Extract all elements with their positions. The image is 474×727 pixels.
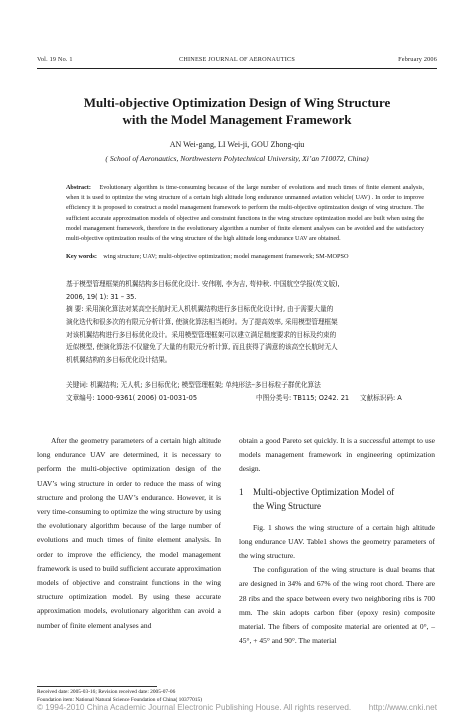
body-paragraph-continuation: obtain a good Pareto set quickly. It is a successful attempt to use models management framework in engineering optimization design. [239, 436, 435, 474]
body-paragraph: Fig. 1 shows the wing structure of a certain high altitude long endurance UAV. Table1 shows the geometry parameters of the wing structure. [239, 522, 435, 561]
affiliation: ( School of Aeronautics, Northwestern Polytechnical University, Xi’an 710072, China) [105, 154, 369, 163]
issue-date: February 2006 [398, 56, 437, 63]
copyright-url[interactable]: http://www.cnki.net [368, 703, 437, 712]
chinese-citation-line-2: 2006, 19( 1): 31 – 35. [66, 292, 137, 301]
body-paragraph: The configuration of the wing structure is dual beams that are designed in 34% and 67% of the wing root chord. There are 28 ribs and the space between every two neighboring ribs is 700 mm. The skin adopts carbon fiber (epoxy resin) composite material. The fibers of composite material are oriented at 0°, – 45°, + 45° and 90°. The material [239, 565, 435, 646]
chinese-abstract [66, 303, 424, 367]
volume-issue: Vol. 19 No. 1 [37, 56, 73, 63]
abstract-text: Evolutionary algorithm is time-consuming because of the large number of evolutions and much times of finite element analysis, when it is used to optimize the wing structure of a certain high altitude long endurance unmanned aviation vehicle( UAV) . In order to improve efficiency it is proposed to construct a model management framework to perform the multi-objective optimization design of wing structure. The sufficient accurate approximation models of objective and constraint functions in the wing structure optimization model are built when using the model management framework, therefore in the evolutionary algorithm a number of finite element analyses can be avoided and the satisfactory multi-objective optimization results of the wing structure of the high altitude long endurance UAV are obtained. [66, 185, 424, 243]
paper-title-line-2: with the Model Management Framework [122, 112, 352, 127]
chinese-keywords: 关键词: 机翼结构; 无人机; 多目标优化; 模型管理框架; 单纯形法–多目标粒子群优化算法 [66, 381, 321, 389]
chinese-abstract-line: 对该机翼结构进行多目标优化设计。采用模型管理框架可以建立满足精度要求的目标及约束的 [66, 330, 337, 339]
chinese-citation [66, 278, 424, 304]
chinese-metadata [66, 392, 424, 405]
keywords-block [66, 252, 424, 262]
section-title-line-2: the Wing Structure [253, 500, 321, 511]
copyright-watermark [37, 703, 437, 715]
body-paragraph: After the geometry parameters of a certain high altitude long endurance UAV are determined, it is necessary to perform the multi-objective optimization design of the UAV’s wing structure in order to reduce the mass of wing structure and prolong the UAV’s endurance. However, it is very time-consuming to optimize the wing structure by using the evolutionary algorithm because of the large number of evolutions and much times of finite element analysis. In order to improve the efficiency, the model management framework is used to build sufficient accurate approximation models of objective and constraint functions in the wing structure optimization model. By using these accurate approximation models, evolutionary algorithm can avoid a number of finite element analyses and [37, 436, 221, 630]
copyright-text: © 1994-2010 China Academic Journal Electronic Publishing House. All rights reserved. [37, 703, 352, 712]
chinese-abstract-line: 演化迭代和很多次的有限元分析计算, 使演化算法相当耗时。为了提高效率, 采用模型管理框架 [66, 317, 338, 326]
chinese-abstract-line: 机机翼结构的多目标优化设计结果。 [66, 356, 172, 365]
section-heading [239, 485, 435, 513]
paper-title-line-1: Multi-objective Optimization Design of Wing Structure [83, 95, 391, 110]
chinese-citation-line-1: 基于模型管理框架的机翼结构多目标优化设计. 安伟刚, 李为吉, 苟仲秋. 中国航空学报(英文版), [66, 280, 340, 288]
journal-name: CHINESE JOURNAL OF AERONAUTICS [179, 56, 295, 63]
foundation-item: Foundation item: National Natural Science Foundation of China( 10377015) [37, 697, 202, 703]
chinese-abstract-line: 摘 要: 采用演化算法对某高空长航时无人机机翼结构进行多目标优化设计时, 由于需要大量的 [66, 305, 334, 313]
abstract-label: Abstract: [66, 185, 91, 191]
received-date: Received date: 2005-03-16; Revision received date: 2005-07-06 [37, 689, 176, 695]
chinese-abstract-line: 近似模型, 使演化算法不仅避免了大量的有限元分析计算, 而且获得了满意的该高空长航时无人 [66, 343, 338, 352]
body-left-column [37, 434, 221, 633]
author-list: AN Wei-gang, LI Wei-ji, GOU Zhong-qiu [169, 140, 305, 149]
keywords-label: Key words: [66, 253, 97, 260]
running-header [37, 56, 437, 68]
abstract-block [66, 183, 424, 244]
footnote [37, 688, 277, 704]
document-code: 文献标识码: A [360, 394, 402, 402]
header-rule [37, 68, 437, 69]
keywords-text: wing structure; UAV; multi-objective optimization; model management framework; SM-MOPSO [103, 253, 349, 260]
article-number: 文章编号: 1000-9361( 2006) 01-0031-05 [66, 394, 198, 402]
body-right-column [239, 434, 435, 648]
classification-number: 中图分类号: TB115; O242. 21 [256, 394, 350, 402]
section-number: 1 [239, 486, 244, 497]
footnote-rule [37, 686, 157, 687]
section-title-line-1: Multi-objective Optimization Model of [253, 486, 395, 497]
